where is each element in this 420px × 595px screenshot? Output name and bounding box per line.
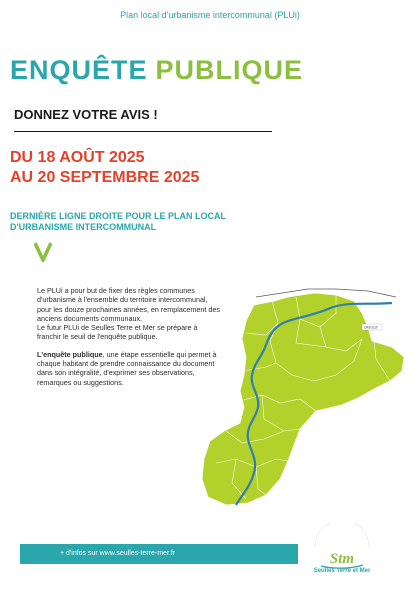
body-paragraph-1: Le PLUi a pour but de fixer des règles communes d'urbanisme à l'ensemble du territoire intercommunal, pour les douze prochaines années, en remplacement des anciens documents communaux. — [37, 286, 220, 323]
subheadline-rule — [14, 131, 272, 132]
stm-logo — [309, 523, 375, 583]
date-end: AU 20 SEPTEMBRE 2025 — [10, 169, 200, 186]
logo-text: Seulles Terre et Mer — [313, 568, 371, 574]
body-paragraph-2: Le futur PLUi de Seulles Terre et Mer se prépare à franchir le seuil de l'enquête publique. — [37, 323, 198, 342]
footer-link[interactable]: + d'infos sur www.seulles-terre-mer.fr — [60, 550, 176, 557]
headline-word-2: PUBLIQUE — [155, 55, 304, 85]
logo-mark: Stm — [329, 551, 355, 567]
subheadline: DONNEZ VOTRE AVIS ! — [14, 107, 158, 122]
body-paragraph-3 — [37, 350, 222, 387]
tagline-line-1: DERNIÈRE LIGNE DROITE POUR LE PLAN LOCAL — [10, 211, 227, 221]
territory-map — [196, 283, 408, 515]
checkmark-icon — [34, 240, 52, 262]
tagline-line-2: D'URBANISME INTERCOMMUNAL — [10, 222, 157, 232]
body-text — [37, 286, 222, 387]
map-label-creully: CREULLY — [364, 325, 378, 330]
dates — [10, 148, 199, 188]
date-start: DU 18 AOÛT 2025 — [10, 149, 145, 166]
header-title: Plan local d'urbanisme intercommunal (PLUi) — [120, 10, 300, 20]
body-paragraph-3-rest: , une étape essentielle qui permet à chaque habitant de prendre connaissance du document dans son intégralité, d'exprimer ses observations, remarques ou suggestions. — [37, 349, 217, 387]
tagline — [10, 211, 226, 233]
body-paragraph-3-bold: L'enquête publique — [37, 349, 103, 359]
headline — [10, 55, 303, 86]
headline-word-1: ENQUÊTE — [10, 55, 148, 85]
